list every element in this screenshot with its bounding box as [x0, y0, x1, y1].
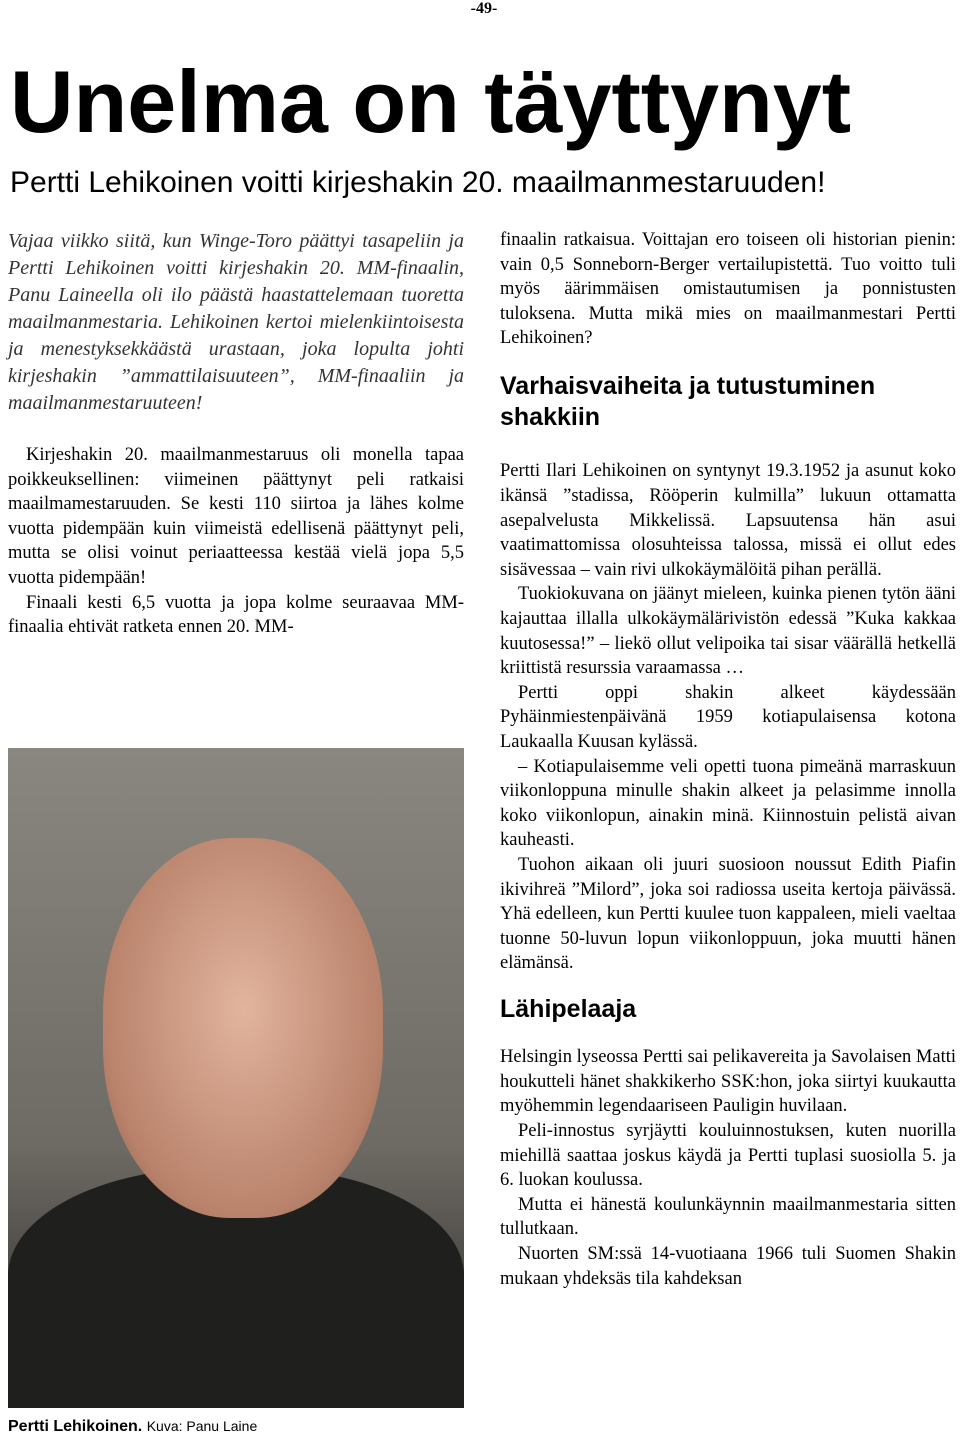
article-subtitle: Pertti Lehikoinen voitti kirjeshakin 20. maailmanmestaruuden!	[10, 166, 826, 199]
intro-paragraph: Vajaa viikko siitä, kun Winge-Toro päättyi tasapeliin ja Pertti Lehikoinen voitti kirjeshakin 20. MM-finaalin, Panu Laineella oli ilo päästä haastattelemaan tuoretta maailmanmestaria. Lehikoinen kertoi mielenkiintoisesta ja menestyksekkäästä urastaan, joka lopulta johti kirjeshakin ”ammattilaisuuteen”, MM-finaaliin ja maailmanmestaruuteen!	[8, 230, 464, 414]
body-paragraph: finaalin ratkaisua. Voittajan ero toiseen oli historian pienin: vain 0,5 Sonneborn-Berger vertailupistettä. Tuo voitto tuli myös äärimmäisen omistautumisen ja ponnistusten tuloksena. Mutta mikä mies on maailmanmestari Pertti Lehikoinen?	[500, 230, 956, 349]
body-paragraph: Kirjeshakin 20. maailmanmestaruus oli monella tapaa poikkeuksellinen: viimeinen päättynyt peli ratkaisi maailmamestaruuden. Se kesti 110 siirtoa ja lähes kolme vuotta pidempään kuin viimeistä edellisenä päättynyt peli, mutta se olisi voinut periaatteessa kestää vielä jopa 5,5 vuotta pidempään!	[8, 445, 464, 588]
body-paragraph: Finaali kesti 6,5 vuotta ja jopa kolme seuraavaa MM-finaalia ehtivät ratketa ennen 20. MM-	[8, 592, 464, 638]
page-number: -49-	[470, 0, 498, 17]
section-heading: Varhaisvaiheita ja tutustuminen shakkiin	[500, 371, 876, 432]
portrait-photo	[8, 748, 464, 1408]
left-column	[8, 228, 464, 640]
right-column: finaalin ratkaisua. Voittajan ero toiseen oli historian pienin: vain 0,5 Sonneborn-Berger vertailupistettä. Tuo voitto tuli myös äärimmäisen omistautumisen ja ponnistusten tuloksena. Mutta mikä mies on maailmanmestari Pertti Lehikoinen? Varhaisvaiheita ja tutustuminen shakkiin Pertti Ilari Lehikoinen on syntynyt 19.3.1952 ja asunut koko ikänsä ”stadissa, Rööperin kulmilla” lukuun ottamatta asepalvelusta Mikkelissä. Lapsuutensa hän asui vaatimattomissa olosuhteissa talossa, missä ei ollut edes sisävessaa – vain rivi ulkokäymälöitä pihan perällä. Tuokiokuvana on jäänyt mieleen, kuinka pienen tytön ääni kajauttaa illalla ulkokäymälärivistön edessä ”Kuka kakkaa kuutosessa!” – liekö ollut velipoika tai sisar väärällä hetkellä kriittistä resurssia varaamassa … Pertti oppi shakin alkeet käydessään Pyhäinmiestenpäivänä 1959 kotiapulaisensa kotona Laukaalla Kuusan kylässä. – Kotiapulaisemme veli opetti tuona pimeänä marraskuun viikonloppuna minulle shakin alkeet ja pelasimme innolla koko viikonlopun, ainakin minä. Kiinnostuin pelistä aivan kauheasti. Tuohon aikaan oli juuri suosioon noussut Edith Piafin ikivihreä ”Milord”, joka soi radiossa useita kertoja päivässä. Yhä edelleen, kun Pertti kuulee tuon kappaleen, mieli vaeltaa tuonne 50-luvun lopun viikonloppuun, joka muutti hänen elämänsä. Lähipelaaja Helsingin lyseossa Pertti sai pelikavereita ja Savolaisen Matti houkutteli hänet shakkikerho SSK:hon, joka siirtyi kuukautta myöhemmin legendaariseen Pauligin huvilaan. Peli-innostus syrjäytti kouluinnostuksen, kuten nuorilla miehillä saattaa joskus käydä ja Pertti tuplasi suosiolla 5. ja 6. luokan koulussa. Mutta ei hänestä koulunkäynnin maailmanmestaria sitten tullutkaan. Nuorten SM:ssä 14-vuotiaana 1966 tuli Suomen Shakin mukaan yhdeksäs tila kahdeksan	[500, 230, 956, 1289]
photo-caption: Pertti Lehikoinen. Kuva: Panu Laine	[8, 1418, 258, 1435]
section-heading: Lähipelaaja	[500, 994, 637, 1023]
article-title: Unelma on täyttynyt	[10, 52, 852, 151]
